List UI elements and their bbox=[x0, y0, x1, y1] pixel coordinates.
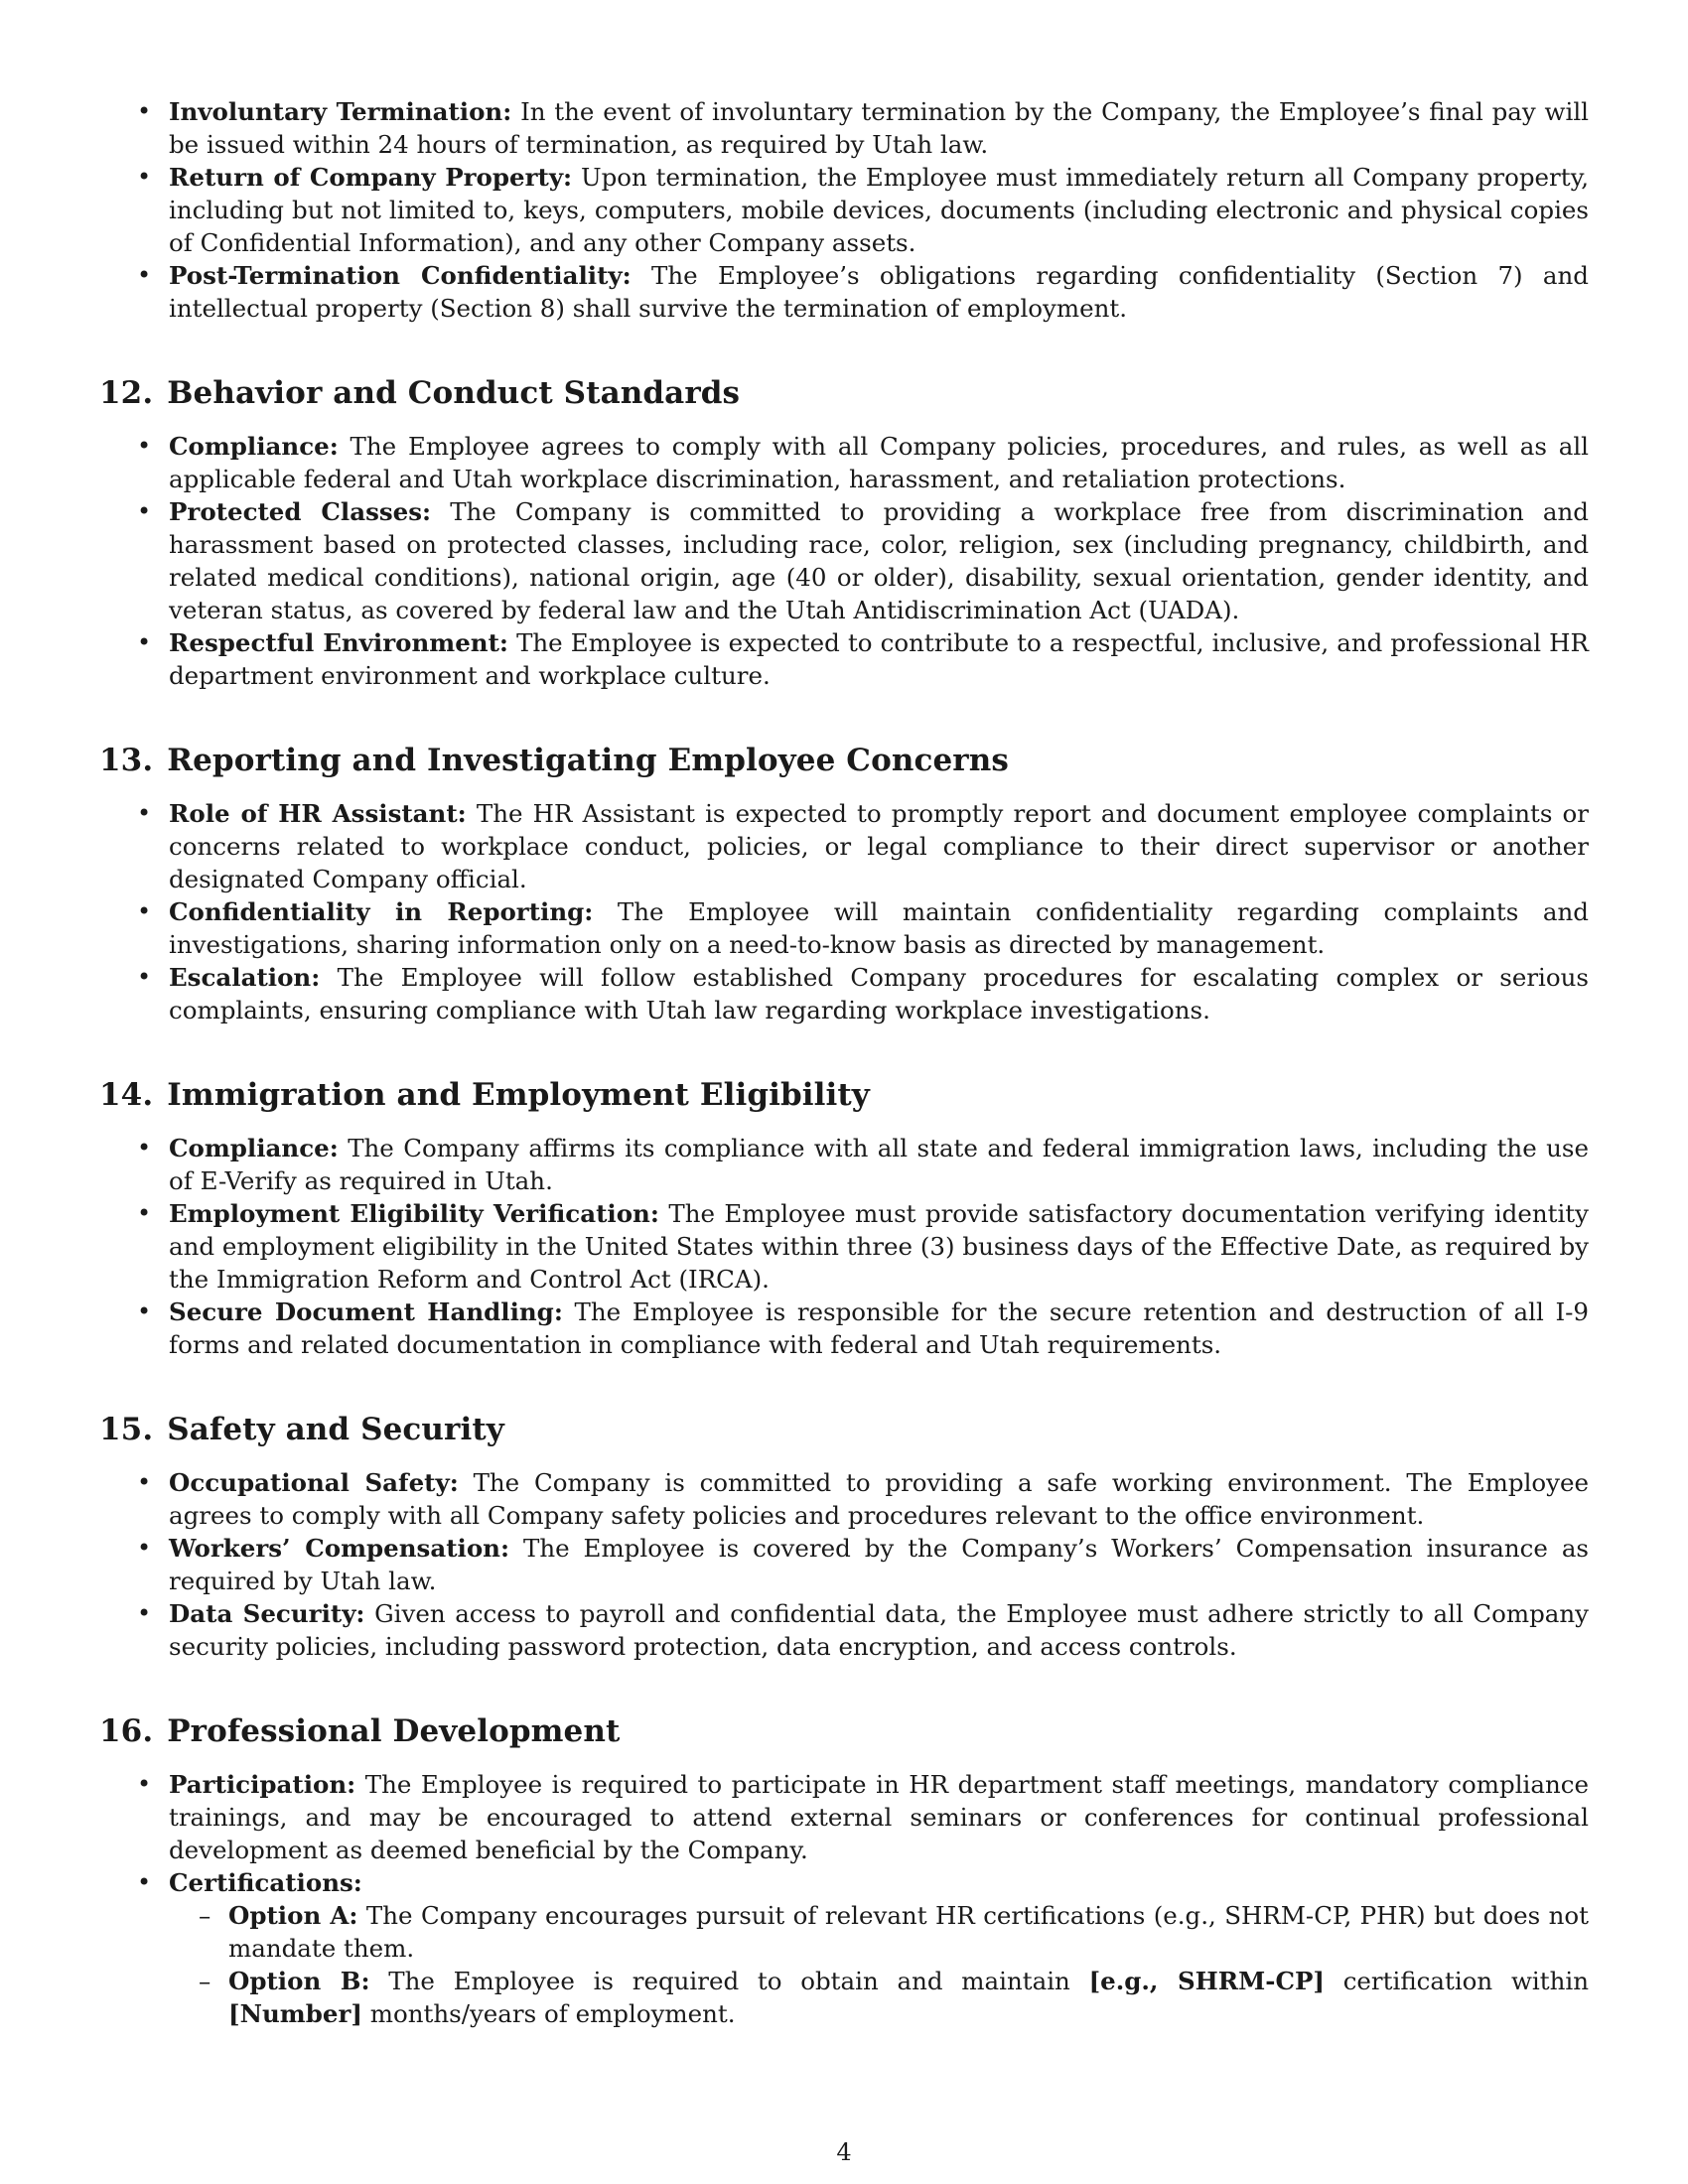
section-title: Behavior and Conduct Standards bbox=[167, 375, 741, 411]
item-text: The Employee will follow established Company procedures for escalating complex or serious complaints, ensuring compliance with Utah law regarding workplace investigations. bbox=[169, 963, 1589, 1024]
list-item-involuntary-termination bbox=[99, 95, 1589, 161]
item-term: Participation: bbox=[169, 1770, 356, 1799]
section-title: Professional Development bbox=[167, 1713, 621, 1749]
list-item bbox=[99, 1132, 1589, 1197]
list-item-return-property bbox=[99, 161, 1589, 259]
item-term: Compliance: bbox=[169, 432, 339, 461]
option-text: The Company encourages pursuit of relevant HR certifications (e.g., SHRM-CP, PHR) but does not mandate them. bbox=[228, 1901, 1589, 1963]
section-16 bbox=[99, 1712, 1589, 2030]
section-number: 14. bbox=[99, 1077, 154, 1113]
section-16-list bbox=[99, 1768, 1589, 2030]
item-text: The Employee is responsible for the secure retention and destruction of all I-9 forms and related documentation in compliance with federal and Utah requirements. bbox=[169, 1297, 1590, 1359]
item-text: The Employee is expected to contribute to a respectful, inclusive, and professional HR department environment and workplace culture. bbox=[169, 628, 1589, 690]
item-text: The Company affirms its compliance with all state and federal immigration laws, including the use of E-Verify as required in Utah. bbox=[169, 1134, 1589, 1195]
item-term: Employment Eligibility Verification: bbox=[169, 1199, 659, 1228]
section-12 bbox=[99, 374, 1589, 692]
list-item bbox=[99, 1532, 1589, 1597]
option-a bbox=[169, 1899, 1589, 1965]
certification-options bbox=[169, 1899, 1589, 2030]
item-text: In the event of involuntary termination by the Company, the Employee’s final pay will be issued within 24 hours of termination, as required by Utah law. bbox=[169, 97, 1589, 159]
section-number: 12. bbox=[99, 375, 154, 411]
section-15 bbox=[99, 1411, 1589, 1663]
item-term: Respectful Environment: bbox=[169, 628, 508, 657]
document-content bbox=[99, 95, 1589, 2030]
item-term: Protected Classes: bbox=[169, 497, 432, 526]
list-item-certifications bbox=[99, 1866, 1589, 2030]
termination-list bbox=[99, 95, 1589, 325]
section-number: 13. bbox=[99, 743, 154, 778]
list-item bbox=[99, 797, 1589, 895]
item-text: The Employee is covered by the Company’s Workers’ Compensation insurance as required by Utah law. bbox=[169, 1534, 1590, 1595]
item-term: Role of HR Assistant: bbox=[169, 799, 467, 828]
section-heading bbox=[99, 1076, 1589, 1114]
list-item bbox=[99, 1466, 1589, 1532]
item-term: Secure Document Handling: bbox=[169, 1297, 563, 1326]
item-text: The Employee is required to participate in HR department staff meetings, mandatory compliance trainings, and may be encouraged to attend external seminars or conferences for continual professional development as deemed beneficial by the Company. bbox=[169, 1770, 1589, 1864]
section-title: Reporting and Investigating Employee Concerns bbox=[167, 743, 1009, 778]
section-title: Immigration and Employment Eligibility bbox=[167, 1077, 870, 1113]
item-text: Upon termination, the Employee must immediately return all Company property, including but not limited to, keys, computers, mobile devices, documents (including electronic and physical copies of Confidential Information), and any other Company assets. bbox=[169, 163, 1589, 257]
option-term: Option A: bbox=[228, 1901, 358, 1930]
section-14-list bbox=[99, 1132, 1589, 1361]
section-termination-continued bbox=[99, 95, 1589, 325]
section-heading bbox=[99, 1411, 1589, 1448]
item-text: The Company is committed to providing a safe working environment. The Employee agrees to comply with all Company safety policies and procedures relevant to the office environment. bbox=[169, 1468, 1590, 1530]
option-text: certification within bbox=[1324, 1967, 1589, 1995]
option-term: Option B: bbox=[228, 1967, 370, 1995]
item-term: Return of Company Property: bbox=[169, 163, 573, 192]
item-text: The Employee’s obligations regarding confidentiality (Section 7) and intellectual property (Section 8) shall survive the termination of employment. bbox=[169, 261, 1589, 323]
list-item bbox=[99, 1197, 1589, 1296]
item-term: Escalation: bbox=[169, 963, 321, 992]
item-term: Compliance: bbox=[169, 1134, 339, 1162]
item-term: Confidentiality in Reporting: bbox=[169, 897, 594, 926]
item-text: The Employee will maintain confidentiality regarding complaints and investigations, sharing information only on a need-to-know basis as directed by management. bbox=[169, 897, 1589, 959]
item-text: The Employee must provide satisfactory documentation verifying identity and employment eligibility in the United States within three (3) business days of the Effective Date, as required by the Immigration Reform and Control Act (IRCA). bbox=[169, 1199, 1589, 1294]
placeholder-certification: [e.g., SHRM-CP] bbox=[1088, 1967, 1325, 1995]
option-text: months/years of employment. bbox=[361, 1999, 736, 2028]
item-term: Occupational Safety: bbox=[169, 1468, 459, 1497]
list-item bbox=[99, 895, 1589, 961]
section-12-list bbox=[99, 430, 1589, 692]
list-item bbox=[99, 1768, 1589, 1866]
item-term: Workers’ Compensation: bbox=[169, 1534, 510, 1563]
list-item bbox=[99, 430, 1589, 495]
option-b bbox=[169, 1965, 1589, 2030]
section-14 bbox=[99, 1076, 1589, 1361]
section-15-list bbox=[99, 1466, 1589, 1663]
list-item bbox=[99, 961, 1589, 1026]
item-term: Post-Termination Confidentiality: bbox=[169, 261, 632, 290]
list-item-post-termination bbox=[99, 259, 1589, 325]
list-item bbox=[99, 1597, 1589, 1663]
section-13-list bbox=[99, 797, 1589, 1026]
option-text: The Employee is required to obtain and maintain bbox=[369, 1967, 1089, 1995]
section-13 bbox=[99, 742, 1589, 1026]
page-number: 4 bbox=[836, 2138, 852, 2166]
item-text: Given access to payroll and confidential data, the Employee must adhere strictly to all Company security policies, including password protection, data encryption, and access controls. bbox=[169, 1599, 1590, 1661]
item-text: The HR Assistant is expected to promptly report and document employee complaints or concerns related to workplace conduct, policies, or legal compliance to their direct supervisor or another designated Company official. bbox=[169, 799, 1590, 893]
item-term: Data Security: bbox=[169, 1599, 365, 1628]
list-item bbox=[99, 1296, 1589, 1361]
item-term: Involuntary Termination: bbox=[169, 97, 512, 126]
section-number: 16. bbox=[99, 1713, 154, 1749]
section-heading bbox=[99, 1712, 1589, 1750]
item-term: Certifications: bbox=[169, 1868, 362, 1897]
item-text: The Company is committed to providing a workplace free from discrimination and harassment based on protected classes, including race, color, religion, sex (including pregnancy, childbirth, and related medical conditions), national origin, age (40 or older), disability, sexual orientation, gender identity, and veteran status, as covered by federal law and the Utah Antidiscrimination Act (UADA). bbox=[169, 497, 1589, 624]
item-text: The Employee agrees to comply with all Company policies, procedures, and rules, as well as all applicable federal and Utah workplace discrimination, harassment, and retaliation protections. bbox=[169, 432, 1589, 493]
placeholder-number: [Number] bbox=[228, 1999, 362, 2028]
list-item bbox=[99, 626, 1589, 692]
section-title: Safety and Security bbox=[167, 1412, 504, 1447]
section-heading bbox=[99, 742, 1589, 779]
section-heading bbox=[99, 374, 1589, 412]
list-item bbox=[99, 495, 1589, 626]
section-number: 15. bbox=[99, 1412, 154, 1447]
